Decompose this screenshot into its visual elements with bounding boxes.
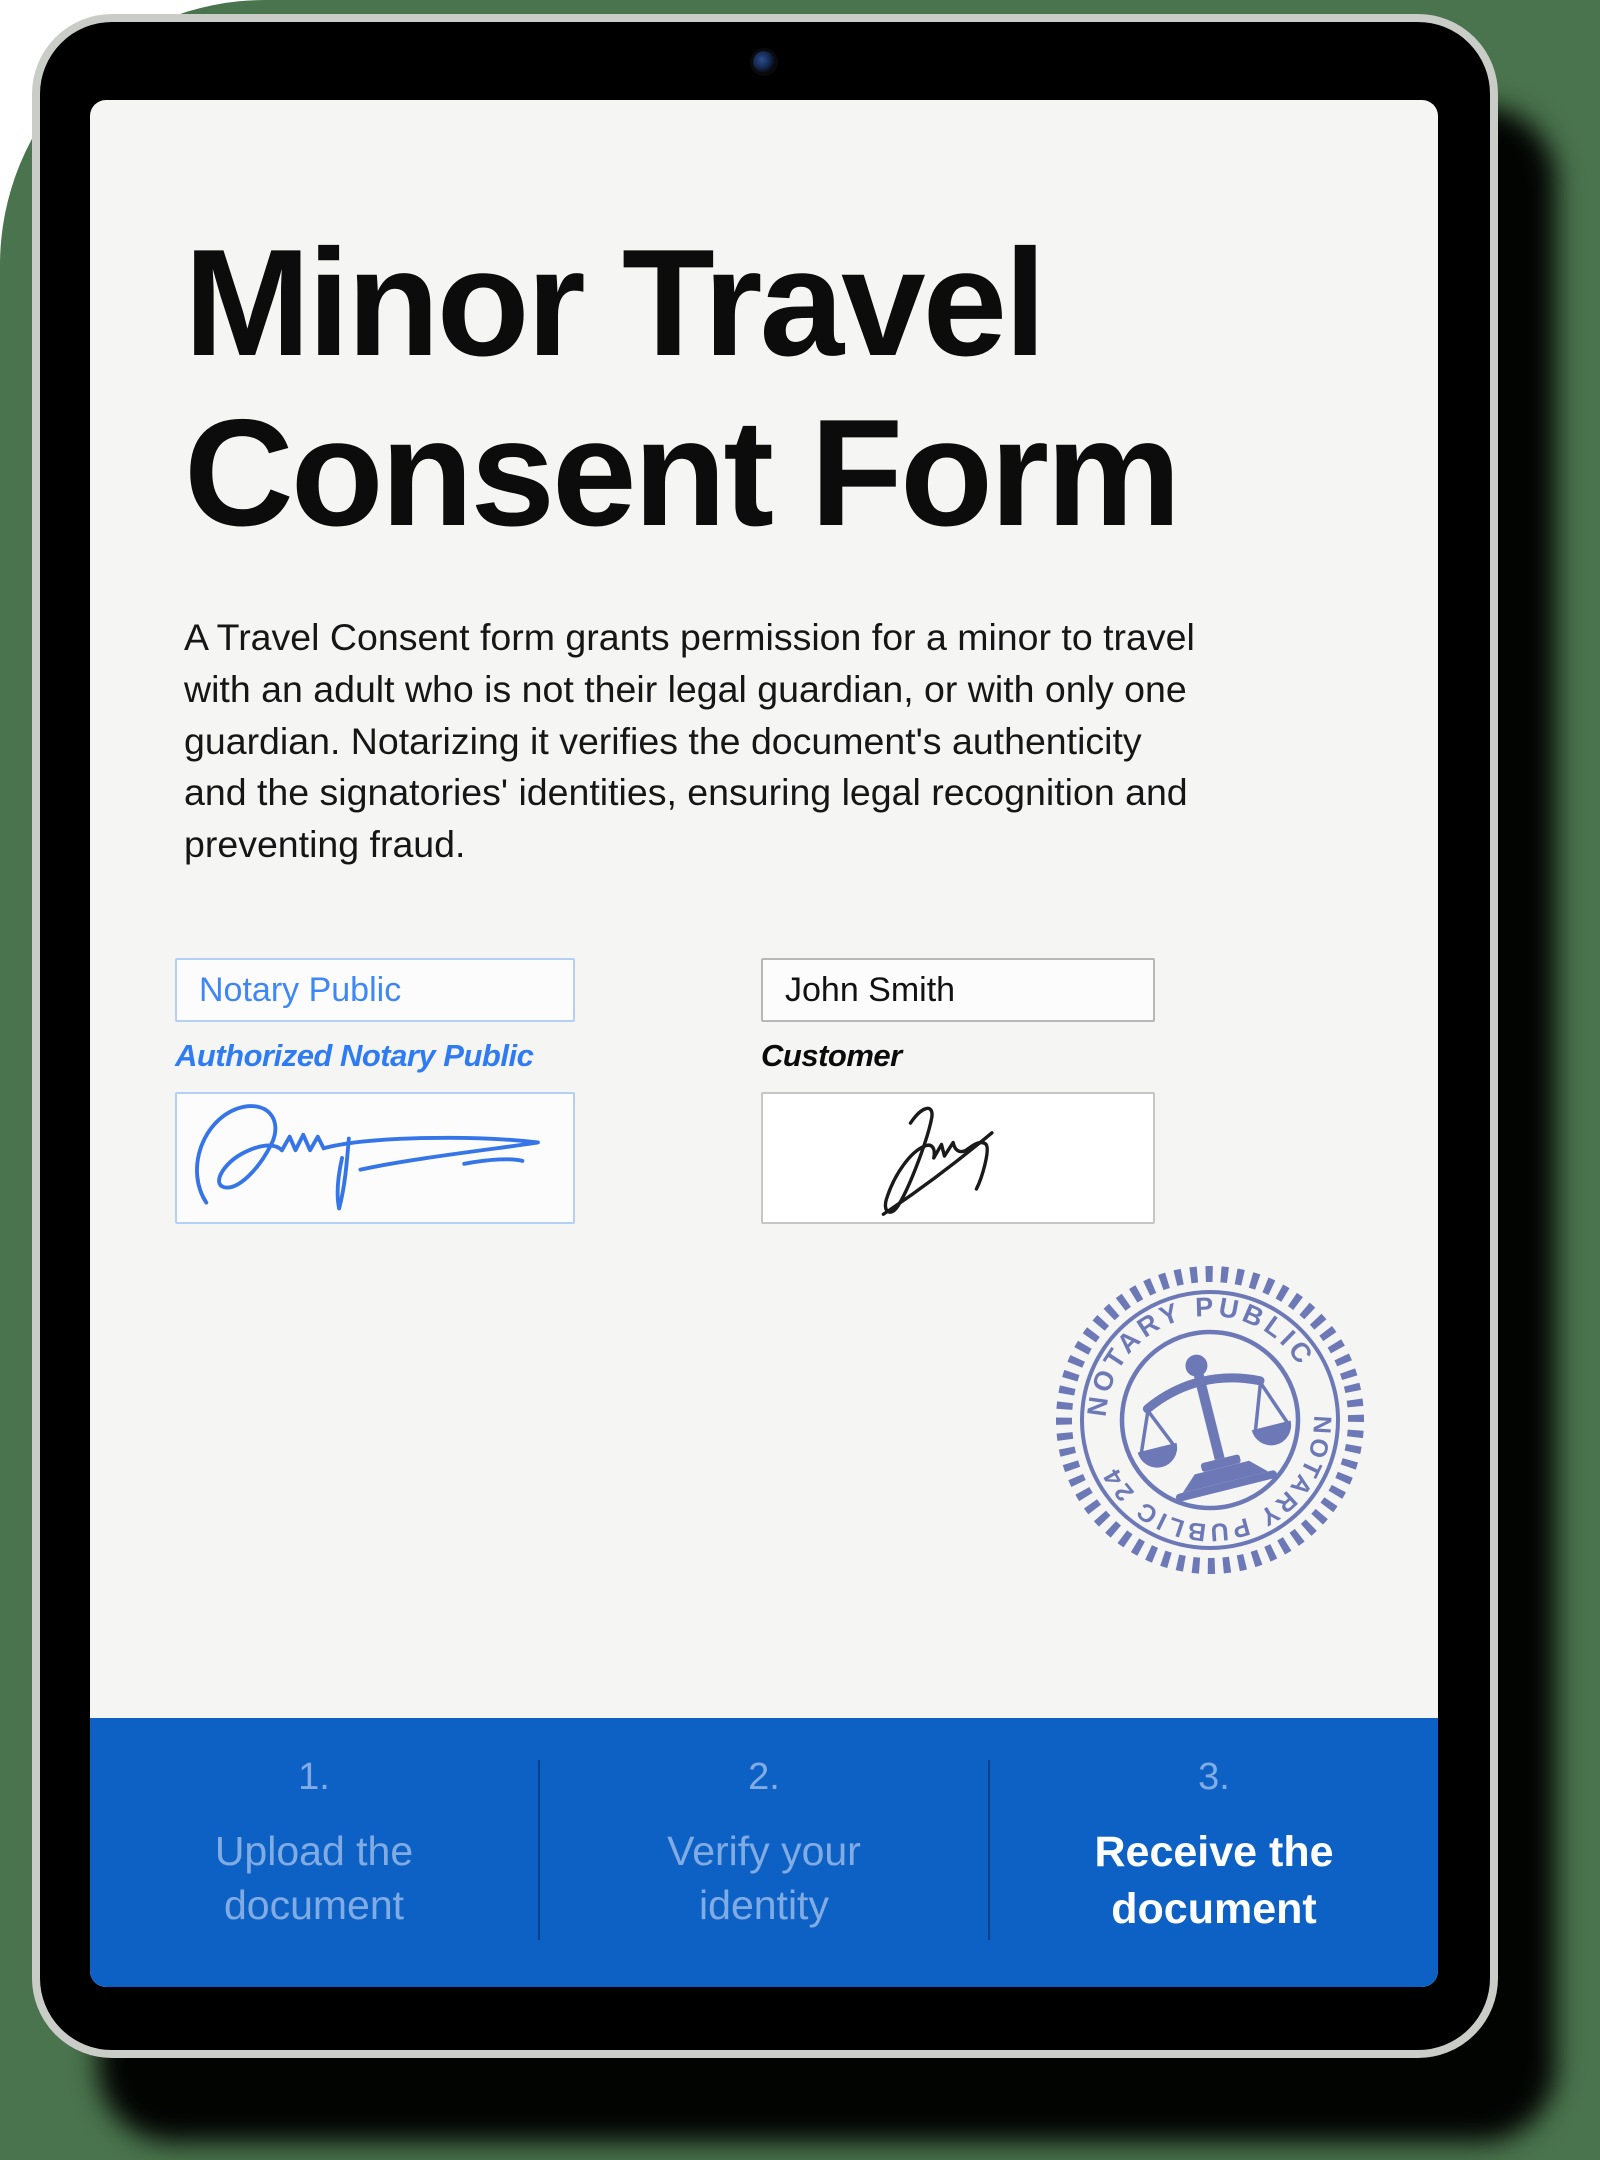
customer-signature-box[interactable] xyxy=(761,1092,1155,1224)
notary-signature-box[interactable] xyxy=(175,1092,575,1224)
customer-field-label: Customer xyxy=(761,1038,902,1073)
step-upload-document[interactable] xyxy=(90,1718,538,1987)
step-label: Upload the document xyxy=(214,1828,414,1929)
step-number: 2. xyxy=(748,1756,780,1798)
notary-seal-icon xyxy=(1016,1226,1404,1614)
step-number: 1. xyxy=(298,1756,330,1798)
document-description: A Travel Consent form grants permission for a minor to travel with an adult who is not their legal guardian, or with only one guardian. Notarizing it verifies the document's authenticity and the signatories' identities, ensuring legal recognition and preventing fraud. xyxy=(184,616,1195,865)
front-camera-icon xyxy=(753,51,775,73)
step-number: 3. xyxy=(1198,1756,1230,1798)
stamp-bottom-text: NOTARY PUBLIC 24 xyxy=(1096,1414,1337,1547)
customer-signature-icon xyxy=(763,1094,1153,1222)
notary-stamp-seal xyxy=(1016,1226,1404,1614)
step-label: Receive the document xyxy=(1094,1828,1334,1933)
page-title-line-2: Consent Form xyxy=(184,388,1179,559)
notary-name-field[interactable] xyxy=(175,958,575,1022)
progress-steps-bar xyxy=(90,1718,1438,1987)
page-title xyxy=(184,218,1178,558)
step-receive-document[interactable] xyxy=(990,1718,1438,1987)
step-verify-identity[interactable] xyxy=(540,1718,988,1987)
page-title-line-1: Minor Travel xyxy=(184,218,1044,388)
stamp-top-text: NOTARY PUBLIC xyxy=(1081,1291,1321,1419)
tablet-frame xyxy=(32,14,1498,2058)
customer-name-field[interactable] xyxy=(761,958,1155,1022)
notary-field-label: Authorized Notary Public xyxy=(175,1038,534,1073)
step-label: Verify your identity xyxy=(667,1828,861,1929)
notary-signature-icon xyxy=(177,1094,573,1222)
tablet-screen xyxy=(90,100,1438,1987)
